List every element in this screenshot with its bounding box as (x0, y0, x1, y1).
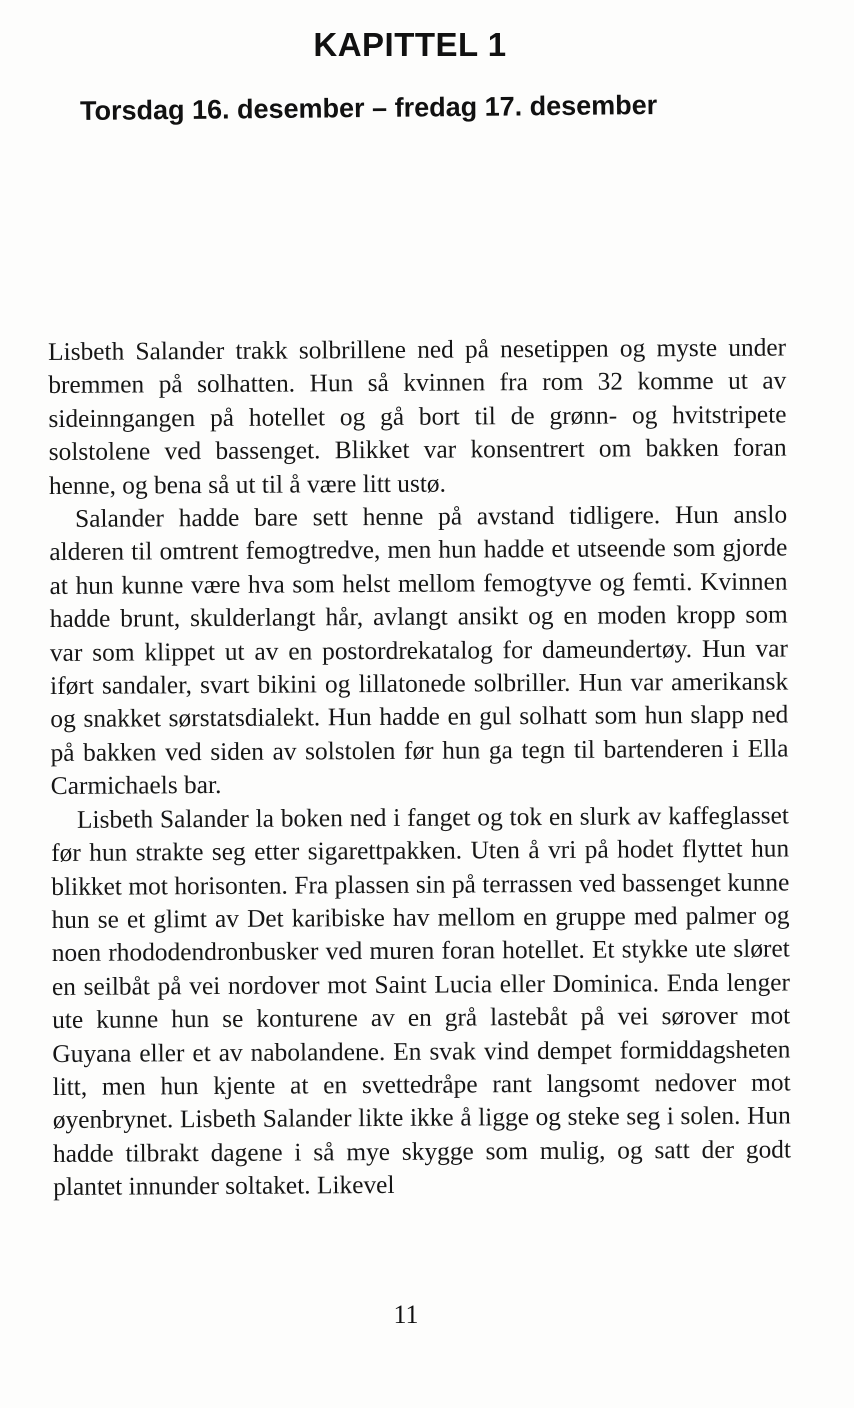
page-number: 11 (393, 1300, 419, 1329)
body-text (48, 331, 791, 1204)
chapter-subtitle: Torsdag 16. desember – fredag 17. desember (79, 89, 658, 126)
paragraph: Lisbeth Salander trakk solbrillene ned på nesetippen og myste under bremmen på solhatten. Hun så kvinnen fra rom 32 komme ut av sideinngangen på hotellet og gå bort til de grønn- og hvitstripete solstolene ved bassenget. Blikket var konsentrert om bakken foran henne, og bena så ut til å være litt ustø. (48, 333, 787, 500)
chapter-title: KAPITTEL 1 (313, 26, 507, 63)
paragraph: Salander hadde bare sett henne på avstand tidligere. Hun anslo alderen til omtrent femogtredve, men hun hadde et utseende som gjorde at hun kunne være hva som helst mellom femogtyve og femti. Kvinnen hadde brunt, skulderlangt hår, avlangt ansikt og en moden kropp som var som klippet ut av en postordrekatalog for dameundertøy. Hun var iført sandaler, svart bikini og lillatonede solbriller. Hun var amerikansk og snakket sørstatsdialekt. Hun hadde en gul solhatt som hun slapp ned på bakken ved siden av solstolen før hun ga tegn til bartenderen i Ella Carmichaels bar. (49, 500, 789, 801)
paragraph: Lisbeth Salander la boken ned i fanget og tok en slurk av kaffeglasset før hun strakte seg etter sigarettpakken. Uten å vri på hodet flyttet hun blikket mot horisonten. Fra plassen sin på terrassen ved bassenget kunne hun se et glimt av Det karibiske hav mellom en gruppe med palmer og noen rhododendronbusker ved muren foran hotellet. Et stykke ute sløret en seilbåt på vei nordover mot Saint Lucia eller Dominica. Enda lenger ute kunne hun se konturene av en grå lastebåt på vei sørover mot Guyana eller et av nabolandene. En svak vind dempet formiddagsheten litt, men hun kjente at en svettedråpe rant langsomt nedover mot øyenbrynet. Lisbeth Salander likte ikke å ligge og steke seg i solen. Hun hadde tilbrakt dagene i så mye skygge som mulig, og satt der godt plantet innunder soltaket. Likevel (51, 801, 792, 1202)
